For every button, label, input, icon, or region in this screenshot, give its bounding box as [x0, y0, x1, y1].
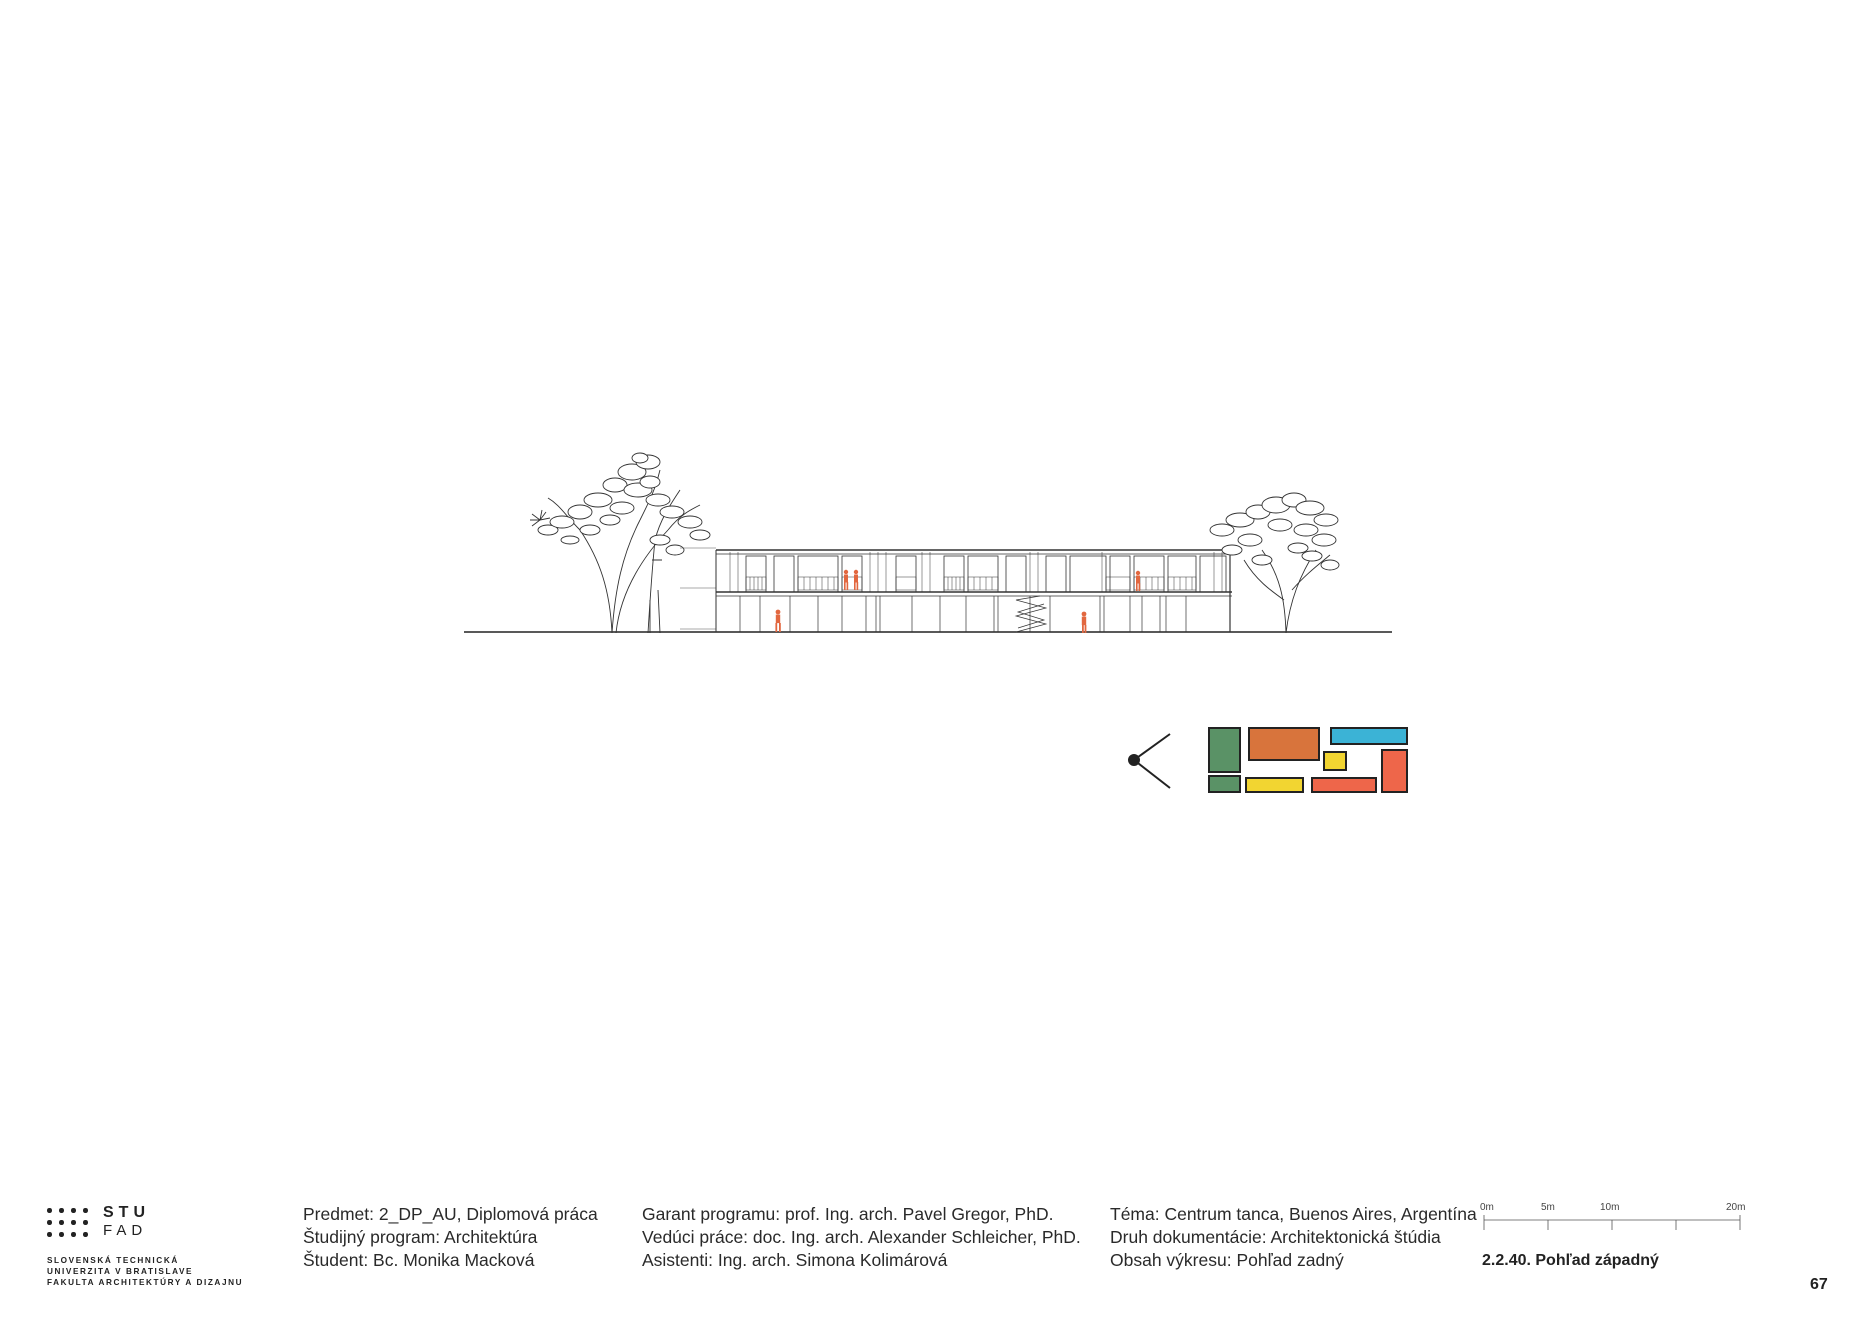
info-doc-type: Druh dokumentácie: Architektonická štúdia — [1110, 1227, 1441, 1247]
key-plan-block-red — [1312, 778, 1376, 792]
logo-name-line1: SLOVENSKÁ TECHNICKÁ — [47, 1256, 179, 1265]
scale-label-5: 5m — [1541, 1202, 1555, 1213]
key-plan-block-orange — [1249, 728, 1319, 760]
info-program: Študijný program: Architektúra — [303, 1227, 538, 1247]
info-supervisor: Vedúci práce: doc. Ing. arch. Alexander Schleicher, PhD. — [642, 1227, 1081, 1247]
info-column-3 — [1110, 1203, 1477, 1272]
tree-left — [530, 453, 710, 633]
scale-label-0: 0m — [1480, 1202, 1494, 1213]
info-column-2 — [642, 1203, 1081, 1272]
human-figures — [775, 570, 1140, 633]
scale-label-10: 10m — [1600, 1202, 1620, 1213]
level-labels — [680, 548, 716, 629]
key-plan-block-yellow-small — [1324, 752, 1346, 770]
key-plan-block-blue — [1331, 728, 1407, 744]
key-plan-block-green — [1209, 728, 1240, 772]
key-plan — [1209, 728, 1407, 792]
info-assistants: Asistenti: Ing. arch. Simona Kolimárová — [642, 1250, 948, 1270]
logo-dots — [47, 1205, 95, 1241]
key-plan-block-red-tall — [1382, 750, 1407, 792]
key-plan-block-yellow — [1246, 778, 1303, 792]
logo-fad-text: FAD — [103, 1222, 148, 1239]
sheet-title: 2.2.40. Pohľad západný — [1482, 1252, 1659, 1269]
tree-right — [1210, 493, 1339, 633]
info-column-1 — [303, 1203, 598, 1272]
info-guarantor: Garant programu: prof. Ing. arch. Pavel Gregor, PhD. — [642, 1204, 1054, 1224]
view-direction-icon — [1129, 734, 1170, 788]
key-plan-block-green-small — [1209, 776, 1240, 792]
logo-name-line3: FAKULTA ARCHITEKTÚRY A DIZAJNU — [47, 1278, 244, 1287]
spiral-staircase — [1016, 596, 1046, 632]
scale-label-20: 20m — [1726, 1202, 1746, 1213]
building-elevation — [716, 550, 1232, 632]
info-student: Študent: Bc. Monika Macková — [303, 1250, 535, 1270]
logo-name-line2: UNIVERZITA V BRATISLAVE — [47, 1267, 194, 1276]
info-theme: Téma: Centrum tanca, Buenos Aires, Argentína — [1110, 1204, 1477, 1224]
scale-bar — [1484, 1215, 1740, 1230]
info-subject: Predmet: 2_DP_AU, Diplomová práca — [303, 1204, 598, 1224]
info-drawing-content: Obsah výkresu: Pohľad zadný — [1110, 1250, 1344, 1270]
logo-stu-text: STU — [103, 1204, 150, 1221]
page-number: 67 — [1810, 1276, 1828, 1293]
logo-institution — [47, 1255, 243, 1288]
